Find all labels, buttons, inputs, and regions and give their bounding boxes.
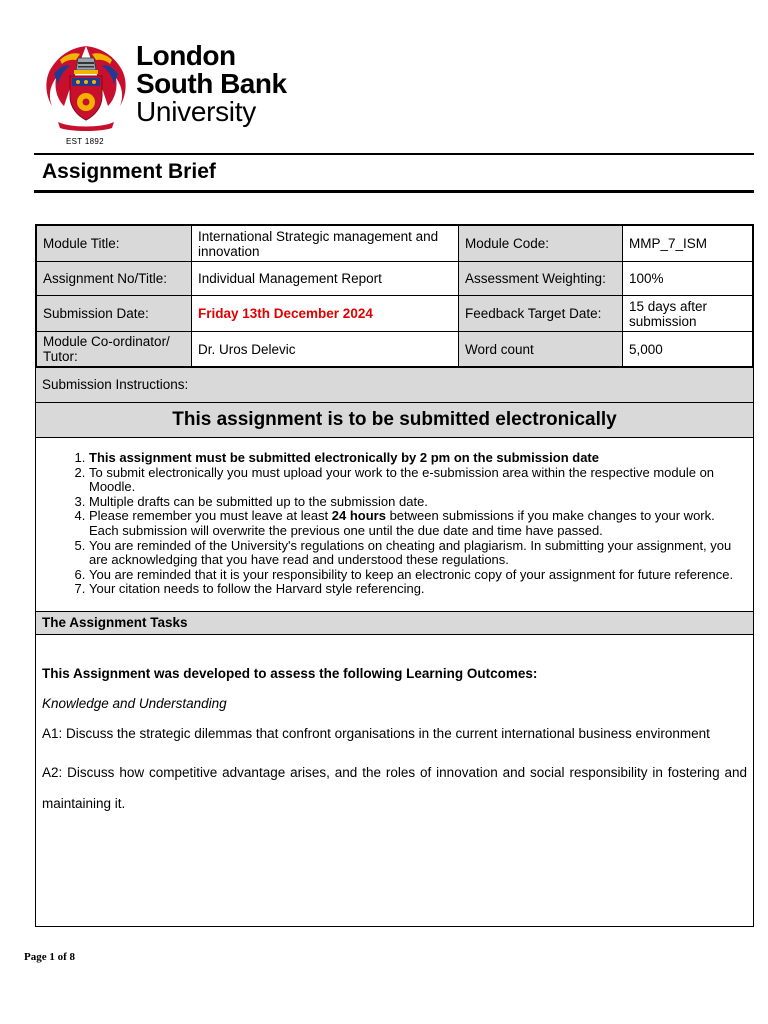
coordinator-label: Module Co-ordinator/ Tutor:: [37, 332, 192, 367]
instruction-text: Please remember you must leave at least: [89, 508, 332, 524]
page-title: Assignment Brief: [42, 160, 216, 183]
list-item: 6. You are reminded that it is your responsibility to keep an electronic copy of your assignment for future reference.: [89, 568, 745, 583]
feedback-date-value: 15 days after submission: [623, 296, 753, 332]
details-row: [37, 262, 753, 296]
details-row: [37, 332, 753, 367]
title-divider: [34, 190, 754, 193]
outcome-a2: A2: Discuss how competitive advantage arises, and the roles of innovation and social responsibility in fostering and maintaining it.: [42, 764, 747, 811]
module-title-label: Module Title:: [37, 226, 192, 262]
list-item: 2. To submit electronically you must upload your work to the e-submission area within the respective module on Moodle.: [89, 466, 745, 495]
details-row: [37, 226, 753, 262]
list-item: 7. Your citation needs to follow the Harvard style referencing.: [89, 582, 745, 597]
list-item: [89, 451, 745, 466]
assignment-title-label: Assignment No/Title:: [37, 262, 192, 296]
instruction-text: between submissions if you make changes to your work. Each submission will overwrite the previous one until the due date and time have passed.: [89, 508, 715, 538]
list-item: 5. You are reminded of the University's regulations on cheating and plagiarism. In submitting your assignment, you are acknowledging that you have read and understood these regulations.: [89, 539, 745, 568]
page-current: 1: [49, 951, 55, 963]
learning-outcomes-title: This Assignment was developed to assess the following Learning Outcomes:: [42, 665, 538, 681]
weighting-label: Assessment Weighting:: [459, 262, 623, 296]
submission-date-value: Friday 13th December 2024: [192, 296, 459, 332]
weighting-value: 100%: [623, 262, 753, 296]
details-table: [36, 225, 753, 367]
instruction-bold: 24 hours: [331, 508, 386, 524]
assignment-title-value: Individual Management Report: [192, 262, 459, 296]
outcome-category: Knowledge and Understanding: [42, 695, 227, 711]
module-title-value: International Strategic management and innovation: [192, 226, 459, 262]
outcome-a1: A1: Discuss the strategic dilemmas that confront organisations in the current international business environment: [42, 725, 710, 741]
submission-date-label: Submission Date:: [37, 296, 192, 332]
logo-line-university: University: [136, 96, 256, 127]
list-item: 3. Multiple drafts can be submitted up to the submission date.: [89, 495, 745, 510]
header-divider: [34, 153, 754, 155]
university-logo: [40, 40, 300, 152]
page-of: of: [57, 951, 67, 963]
page-word: Page: [24, 951, 47, 963]
crest-icon: [40, 40, 132, 132]
logo-line-london: London: [136, 40, 236, 71]
word-count-value: 5,000: [623, 332, 753, 367]
university-name: [136, 42, 287, 126]
instruction-text: This assignment must be submitted electronically by 2 pm on the submission date: [89, 450, 599, 465]
submission-banner: This assignment is to be submitted electronically: [36, 402, 753, 438]
page-total: 8: [69, 951, 76, 963]
page-number: [24, 951, 75, 963]
list-item: [89, 509, 745, 538]
assignment-brief-box: [35, 224, 754, 927]
details-row: [37, 296, 753, 332]
coordinator-value: Dr. Uros Delevic: [192, 332, 459, 367]
word-count-label: Word count: [459, 332, 623, 367]
feedback-date-label: Feedback Target Date:: [459, 296, 623, 332]
established-year: EST 1892: [66, 137, 104, 146]
submission-instructions-list: [36, 438, 753, 611]
module-code-value: MMP_7_ISM: [623, 226, 753, 262]
submission-instructions-heading: Submission Instructions:: [36, 367, 753, 402]
module-code-label: Module Code:: [459, 226, 623, 262]
logo-line-south-bank: South Bank: [136, 68, 287, 99]
assignment-tasks-body: [36, 635, 753, 926]
assignment-tasks-heading: The Assignment Tasks: [36, 611, 753, 635]
